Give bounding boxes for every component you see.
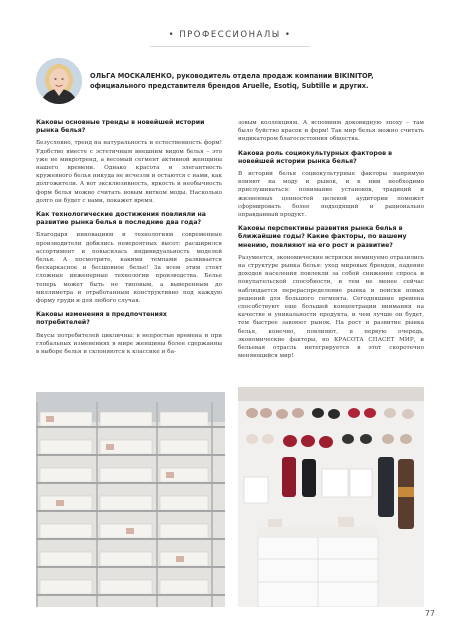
showroom-photo [238, 387, 424, 607]
question-heading: Как технологические достижения повлияли на развитие рынка белья в последние два года? [36, 211, 206, 227]
question-heading: Каковы перспективы развития рынка белья в ближайшие годы? Какие факторы, по вашему мнению, повлияют на его рост и развитие? [238, 225, 407, 249]
author-name: ОЛЬГА МОСКАЛЕНКО, [90, 72, 175, 80]
page-number: 77 [424, 609, 435, 618]
answer-paragraph: Безусловно, тренд на натуральность и естественность форм! Удобство вместе с эстетичным внешним видом белья – это уже не микротренд, а весомый сегмент активной женщины нашего времени. Однако красота и элегантность кружевного белья никуда не исчезли и остаются с нами, как долгожители. А вот эксклюзивность, яркость и необычность форм белья можно считать новым витком моды. Насколько долго он будет с нами, покажет время. [36, 140, 222, 204]
portrait-image [36, 58, 82, 104]
question-heading: Каковы изменения в предпочтениях потребителей? [36, 311, 167, 327]
answer-paragraph: Вкусы потребителей цикличны: в непростые времена и при глобальных изменениях в мире женщины более сдержанны в выборе белья и склоняются к классике и ба- [36, 332, 222, 356]
right-column [238, 119, 424, 366]
section-header: • ПРОФЕССИОНАЛЫ • [168, 30, 292, 40]
left-column [36, 119, 222, 362]
question-heading: Какова роль социокультурных факторов в новейшей истории рынка белья? [238, 149, 393, 165]
answer-paragraph: Благодаря инновациям и технологиям современные производители добились невероятных высот: расширился ассортимент и повысилась индивидуальность моделей белья. А посмотрите, какими темпами развивается бескаркасное и бесшовное белье! За всем этим стоят сложные инженерные технологии производства. Белье теперь может быть не типовым, а выверенным до миллиметра и отработанным конструктивно под каждую форму груди и для любого случая. [36, 232, 222, 305]
answer-paragraph: Разумеется, экономические встряски неминуемо отразились на структуре рынка белья: уход мировых брендов, падение доходов населения повлекли за собой снижение спроса и покупательской способности, и тем не менее сейчас наблюдается перераспределение рынка и поиски новых решений для большого сегмента. Сегодняшние времена способствуют еще большей концентрации внимания на качестве и уникальности продукта, и чем лучше он будет, тем быстрее завоюет рынок. На рост и развитие рынка белья, конечно, повлияют, в первую очередь, экономические факторы, но КРАСОТА СПАСЕТ МИР, и бельевая отрасль интегрируется в этот скоротечно меняющийся мир! [238, 254, 424, 360]
answer-paragraph: В истории белья социокультурные факторы напрямую влияют на моду и рынок, и к ним необходимо прислушиваться: понимание установок, традиций и жизненных ценностей целевой аудитории поможет сформировать более подходящий и рационально оправданный продукт. [238, 171, 424, 219]
warehouse-photo [36, 392, 225, 607]
author-role: руководитель отдела продаж компании BIKINITOP, официального представителя брендов Aruelle, Esotiq, Subtille и других. [90, 72, 374, 90]
author-byline [90, 72, 420, 91]
answer-paragraph: зовым коллекциям. А вспомним доковидную эпоху – там было буйство красок и форм! Так мир белья можно считать индикатором благосостояния общества. [238, 120, 424, 143]
author-avatar [36, 58, 82, 104]
header-divider [150, 46, 310, 47]
question-heading: Каковы основные тренды в новейшей истории рынка белья? [36, 119, 205, 135]
